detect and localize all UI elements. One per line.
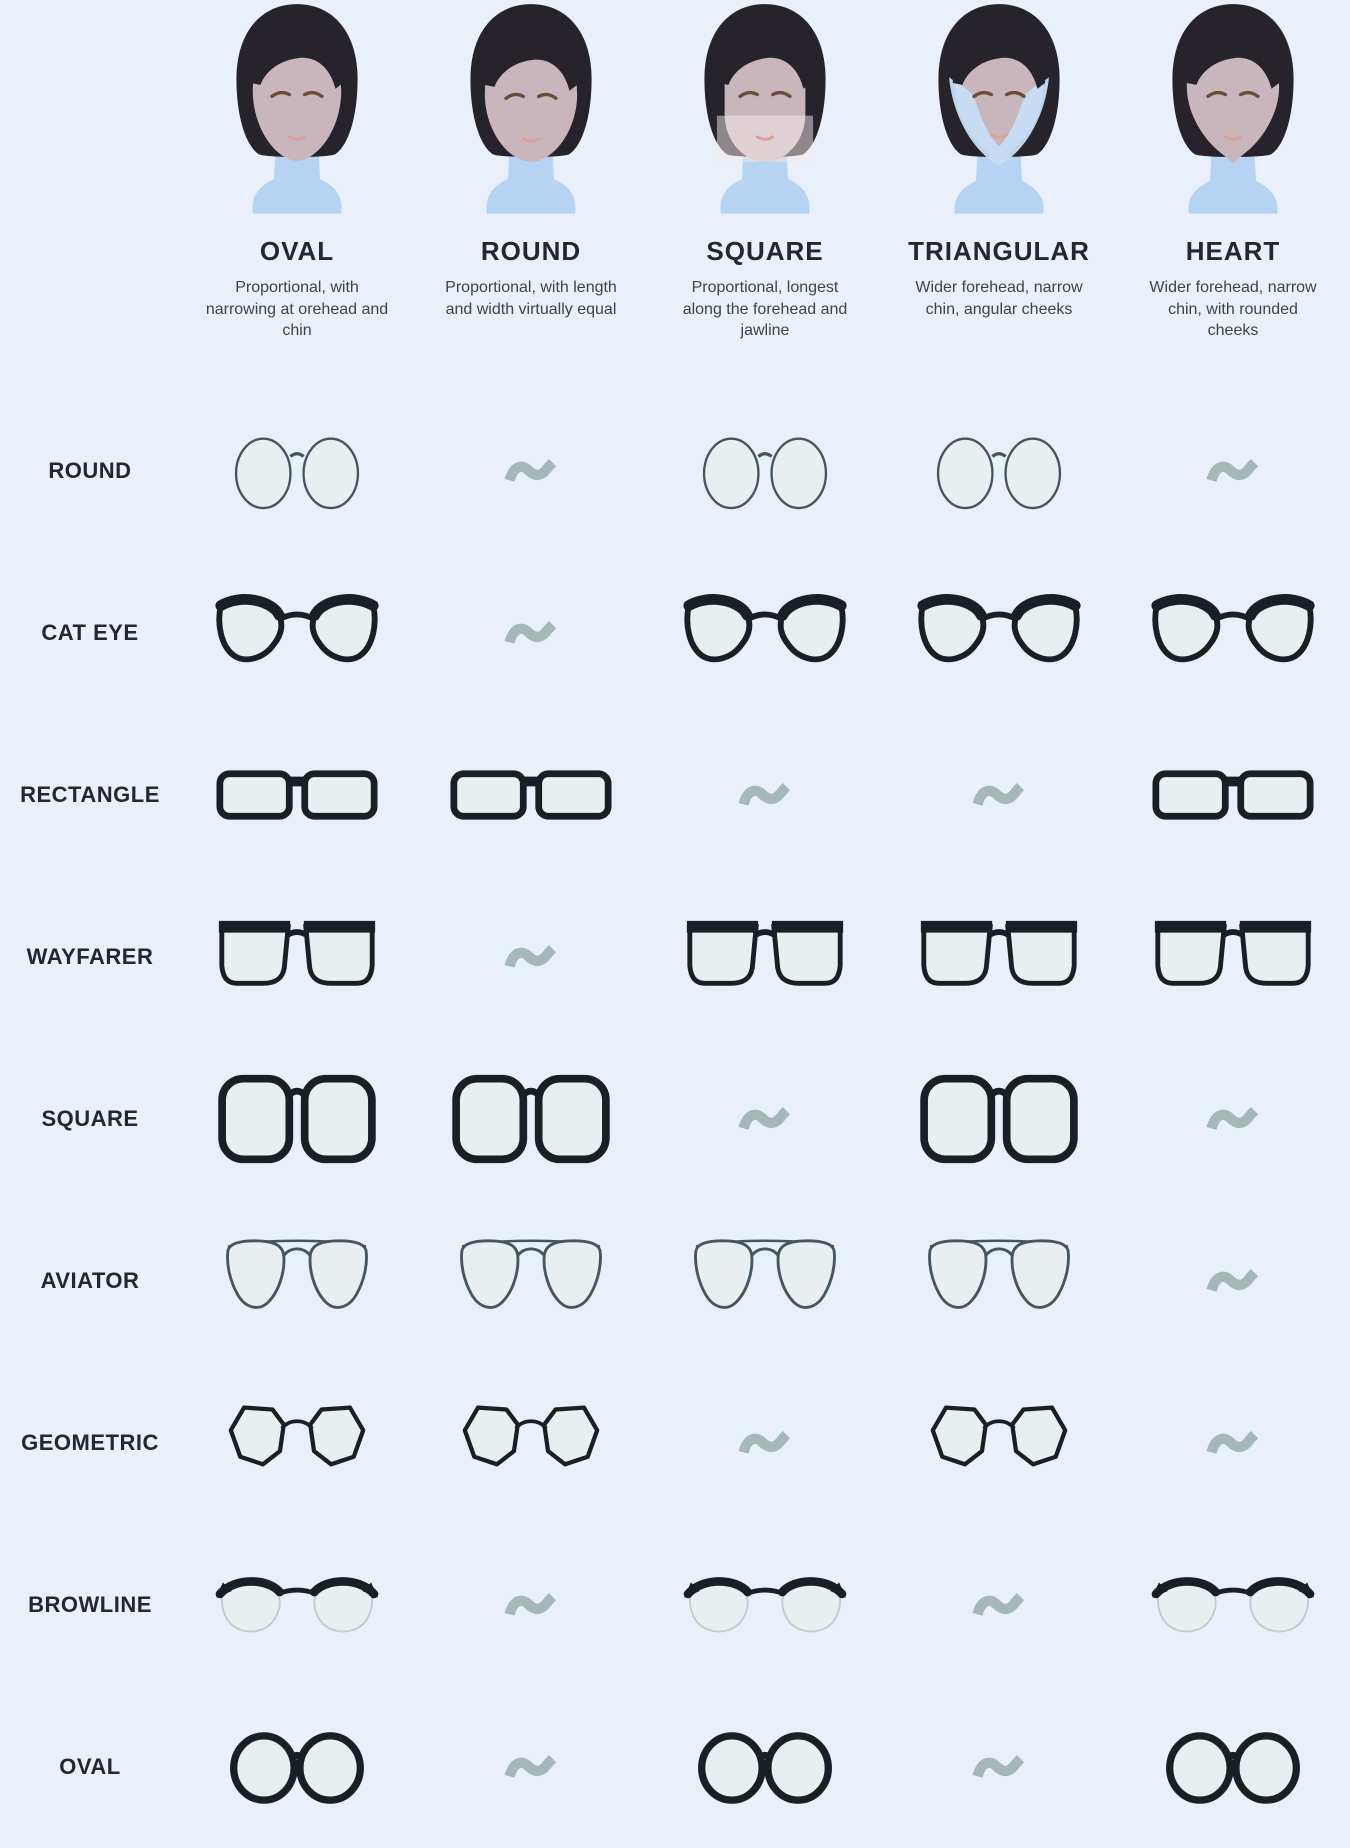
square-glasses-icon	[919, 1071, 1079, 1167]
browline-glasses-icon	[1150, 1567, 1316, 1644]
frame-row-label: GEOMETRIC	[21, 1430, 159, 1455]
cell-oval-triangular	[882, 1750, 1116, 1784]
tilde-icon	[737, 1102, 793, 1136]
face-column-heart	[1116, 0, 1350, 390]
frame-row-label: ROUND	[48, 458, 132, 483]
tilde-icon	[1205, 1264, 1261, 1298]
geometric-glasses-icon	[923, 1400, 1075, 1487]
header-row	[0, 0, 1350, 390]
frame-row-rectangle	[0, 714, 1350, 876]
face-square-illustration	[690, 2, 840, 214]
cell-square-round	[414, 1071, 648, 1167]
cell-aviator-oval	[180, 1235, 414, 1327]
cell-geometric-oval	[180, 1400, 414, 1487]
aviator-glasses-icon	[218, 1235, 376, 1327]
cell-geometric-square	[648, 1426, 882, 1460]
frame-row-square	[0, 1038, 1350, 1200]
face-column-triangular	[882, 0, 1116, 390]
tilde-icon	[503, 454, 559, 488]
cell-cateye-round	[414, 616, 648, 650]
cell-browline-square	[648, 1567, 882, 1644]
cell-oval-round	[414, 1750, 648, 1784]
cell-geometric-triangular	[882, 1400, 1116, 1487]
cell-rectangle-heart	[1116, 768, 1350, 822]
cateye-glasses-icon	[211, 586, 383, 680]
browline-glasses-icon	[214, 1567, 380, 1644]
cateye-glasses-icon	[679, 586, 851, 680]
cell-round-triangular	[882, 419, 1116, 524]
cell-cateye-square	[648, 586, 882, 680]
frame-row-label: OVAL	[59, 1754, 121, 1779]
cell-cateye-triangular	[882, 586, 1116, 680]
frames-grid	[0, 390, 1350, 1848]
cell-aviator-square	[648, 1235, 882, 1327]
face-column-square	[648, 0, 882, 390]
frame-row-browline	[0, 1524, 1350, 1686]
tilde-icon	[503, 940, 559, 974]
face-shape-description: Proportional, with length and width virtually equal	[445, 279, 617, 318]
cell-aviator-heart	[1116, 1264, 1350, 1298]
tilde-icon	[1205, 454, 1261, 488]
face-oval-illustration	[222, 2, 372, 214]
cell-round-square	[648, 419, 882, 524]
tilde-icon	[971, 1588, 1027, 1622]
wayfarer-glasses-icon	[1150, 915, 1316, 999]
cell-square-oval	[180, 1071, 414, 1167]
cell-browline-round	[414, 1588, 648, 1622]
round-glasses-icon	[924, 419, 1074, 524]
geometric-glasses-icon	[221, 1400, 373, 1487]
geometric-glasses-icon	[455, 1400, 607, 1487]
face-column-oval	[180, 0, 414, 390]
frame-row-wayfarer	[0, 876, 1350, 1038]
face-shape-title: TRIANGULAR	[908, 236, 1090, 266]
cell-square-triangular	[882, 1071, 1116, 1167]
frame-row-label: AVIATOR	[40, 1268, 140, 1293]
cell-round-round	[414, 454, 648, 488]
face-column-round	[414, 0, 648, 390]
aviator-glasses-icon	[686, 1235, 844, 1327]
tilde-icon	[1205, 1426, 1261, 1460]
rectangle-glasses-icon	[1151, 768, 1315, 822]
cell-browline-triangular	[882, 1588, 1116, 1622]
cell-square-square	[648, 1102, 882, 1136]
rectangle-glasses-icon	[215, 768, 379, 822]
cell-cateye-oval	[180, 586, 414, 680]
cell-wayfarer-triangular	[882, 915, 1116, 999]
face-shape-title: SQUARE	[706, 236, 824, 266]
face-shape-description: Proportional, with narrowing at orehead and chin	[205, 279, 389, 340]
face-shape-title: HEART	[1185, 236, 1281, 266]
square-glasses-icon	[451, 1071, 611, 1167]
oval-glasses-icon	[691, 1723, 839, 1811]
tilde-icon	[971, 778, 1027, 812]
cell-oval-heart	[1116, 1723, 1350, 1811]
face-shape-description: Proportional, longest along the forehead and jawline	[682, 279, 848, 340]
frame-row-label: SQUARE	[41, 1106, 139, 1131]
face-shape-description: Wider forehead, narrow chin, with rounded cheeks	[1149, 279, 1317, 340]
wayfarer-glasses-icon	[682, 915, 848, 999]
round-glasses-icon	[690, 419, 840, 524]
tilde-icon	[1205, 1102, 1261, 1136]
square-glasses-icon	[217, 1071, 377, 1167]
aviator-glasses-icon	[920, 1235, 1078, 1327]
tilde-icon	[503, 1750, 559, 1784]
cell-wayfarer-oval	[180, 915, 414, 999]
cateye-glasses-icon	[1147, 586, 1319, 680]
cell-browline-heart	[1116, 1567, 1350, 1644]
cell-wayfarer-heart	[1116, 915, 1350, 999]
cell-aviator-triangular	[882, 1235, 1116, 1327]
frame-row-label: WAYFARER	[26, 944, 154, 969]
cell-oval-oval	[180, 1723, 414, 1811]
frame-row-cateye	[0, 552, 1350, 714]
browline-glasses-icon	[682, 1567, 848, 1644]
rectangle-glasses-icon	[449, 768, 613, 822]
tilde-icon	[737, 1426, 793, 1460]
cell-square-heart	[1116, 1102, 1350, 1136]
oval-glasses-icon	[223, 1723, 371, 1811]
cell-aviator-round	[414, 1235, 648, 1327]
cell-geometric-round	[414, 1400, 648, 1487]
cateye-glasses-icon	[913, 586, 1085, 680]
frame-row-geometric	[0, 1362, 1350, 1524]
row-label-column-spacer	[0, 0, 180, 390]
cell-oval-square	[648, 1723, 882, 1811]
cell-rectangle-oval	[180, 768, 414, 822]
face-shape-title: OVAL	[259, 236, 335, 266]
aviator-glasses-icon	[452, 1235, 610, 1327]
frame-row-oval	[0, 1686, 1350, 1848]
face-round-illustration	[456, 2, 606, 214]
cell-round-oval	[180, 419, 414, 524]
face-heart-illustration	[1158, 2, 1308, 214]
cell-rectangle-square	[648, 778, 882, 812]
cell-round-heart	[1116, 454, 1350, 488]
wayfarer-glasses-icon	[916, 915, 1082, 999]
face-triangular-illustration	[924, 2, 1074, 214]
oval-glasses-icon	[1159, 1723, 1307, 1811]
face-columns	[180, 0, 1350, 390]
cell-rectangle-triangular	[882, 778, 1116, 812]
cell-rectangle-round	[414, 768, 648, 822]
tilde-icon	[737, 778, 793, 812]
wayfarer-glasses-icon	[214, 915, 380, 999]
cell-wayfarer-square	[648, 915, 882, 999]
round-glasses-icon	[222, 419, 372, 524]
tilde-icon	[503, 616, 559, 650]
frame-row-aviator	[0, 1200, 1350, 1362]
cell-wayfarer-round	[414, 940, 648, 974]
frame-row-label: CAT EYE	[41, 620, 139, 645]
frame-row-round	[0, 390, 1350, 552]
face-shape-description: Wider forehead, narrow chin, angular cheeks	[915, 279, 1083, 318]
cell-geometric-heart	[1116, 1426, 1350, 1460]
cell-cateye-heart	[1116, 586, 1350, 680]
frame-row-label: BROWLINE	[28, 1592, 152, 1617]
tilde-icon	[971, 1750, 1027, 1784]
tilde-icon	[503, 1588, 559, 1622]
cell-browline-oval	[180, 1567, 414, 1644]
face-shape-title: ROUND	[480, 236, 582, 266]
frame-row-label: RECTANGLE	[20, 782, 160, 807]
